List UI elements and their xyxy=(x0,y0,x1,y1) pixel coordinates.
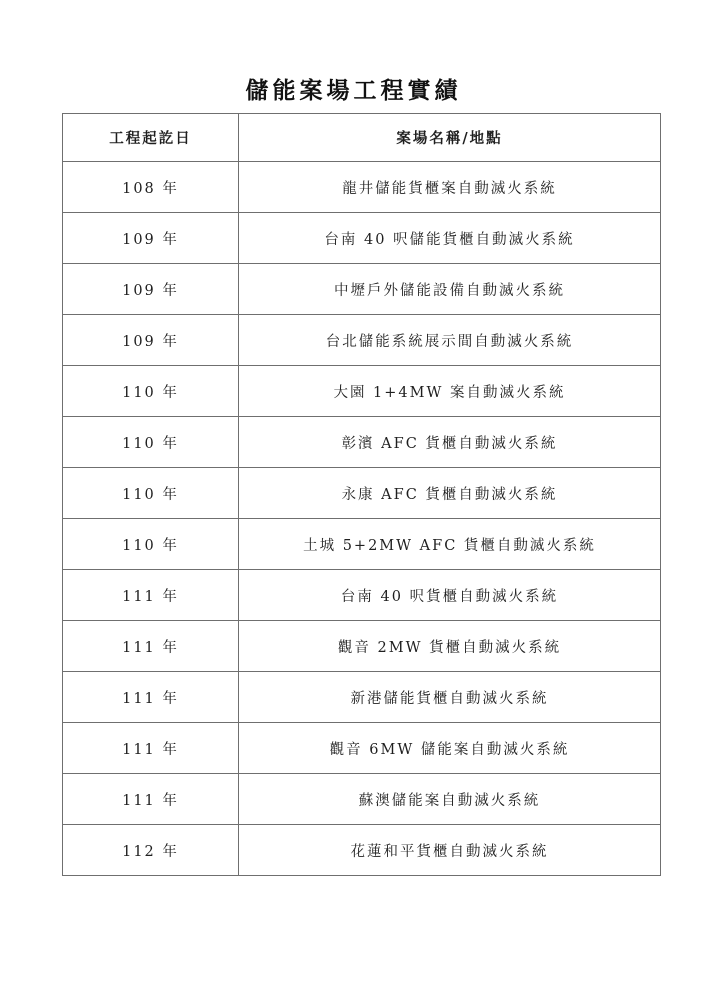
project-name-cell: 新港儲能貨櫃自動滅火系統 xyxy=(239,672,661,723)
project-name-cell: 中壢戶外儲能設備自動滅火系統 xyxy=(239,264,661,315)
header-project-dates: 工程起訖日 xyxy=(63,114,239,162)
project-year-cell: 111 年 xyxy=(63,621,239,672)
table-row xyxy=(63,570,661,621)
project-year-cell: 111 年 xyxy=(63,723,239,774)
project-name-cell: 台北儲能系統展示間自動滅火系統 xyxy=(239,315,661,366)
project-year-cell: 109 年 xyxy=(63,264,239,315)
table-row xyxy=(63,723,661,774)
table-row xyxy=(63,621,661,672)
project-year-cell: 111 年 xyxy=(63,570,239,621)
project-name-cell: 台南 40 呎儲能貨櫃自動滅火系統 xyxy=(239,213,661,264)
project-name-cell: 觀音 2MW 貨櫃自動滅火系統 xyxy=(239,621,661,672)
table-row xyxy=(63,468,661,519)
project-name-cell: 觀音 6MW 儲能案自動滅火系統 xyxy=(239,723,661,774)
table-row xyxy=(63,825,661,876)
table-row xyxy=(63,672,661,723)
projects-table xyxy=(62,113,661,876)
table-row xyxy=(63,774,661,825)
project-year-cell: 109 年 xyxy=(63,213,239,264)
project-name-cell: 蘇澳儲能案自動滅火系統 xyxy=(239,774,661,825)
table-header-row xyxy=(63,114,661,162)
table-row xyxy=(63,162,661,213)
project-name-cell: 台南 40 呎貨櫃自動滅火系統 xyxy=(239,570,661,621)
project-name-cell: 花蓮和平貨櫃自動滅火系統 xyxy=(239,825,661,876)
header-site-name-location: 案場名稱/地點 xyxy=(239,114,661,162)
document-title: 儲能案場工程實績 xyxy=(245,77,462,104)
project-year-cell: 111 年 xyxy=(63,774,239,825)
project-name-cell: 永康 AFC 貨櫃自動滅火系統 xyxy=(239,468,661,519)
project-year-cell: 110 年 xyxy=(63,468,239,519)
project-name-cell: 土城 5+2MW AFC 貨櫃自動滅火系統 xyxy=(239,519,661,570)
table-row xyxy=(63,366,661,417)
table-row xyxy=(63,315,661,366)
project-year-cell: 109 年 xyxy=(63,315,239,366)
project-year-cell: 108 年 xyxy=(63,162,239,213)
project-name-cell: 大園 1+4MW 案自動滅火系統 xyxy=(239,366,661,417)
table-row xyxy=(63,519,661,570)
project-year-cell: 110 年 xyxy=(63,519,239,570)
table-row xyxy=(63,264,661,315)
table-row xyxy=(63,213,661,264)
table-row xyxy=(63,417,661,468)
project-name-cell: 彰濱 AFC 貨櫃自動滅火系統 xyxy=(239,417,661,468)
projects-table-body xyxy=(63,162,661,876)
project-year-cell: 111 年 xyxy=(63,672,239,723)
project-year-cell: 110 年 xyxy=(63,417,239,468)
project-year-cell: 110 年 xyxy=(63,366,239,417)
project-year-cell: 112 年 xyxy=(63,825,239,876)
project-name-cell: 龍井儲能貨櫃案自動滅火系統 xyxy=(239,162,661,213)
